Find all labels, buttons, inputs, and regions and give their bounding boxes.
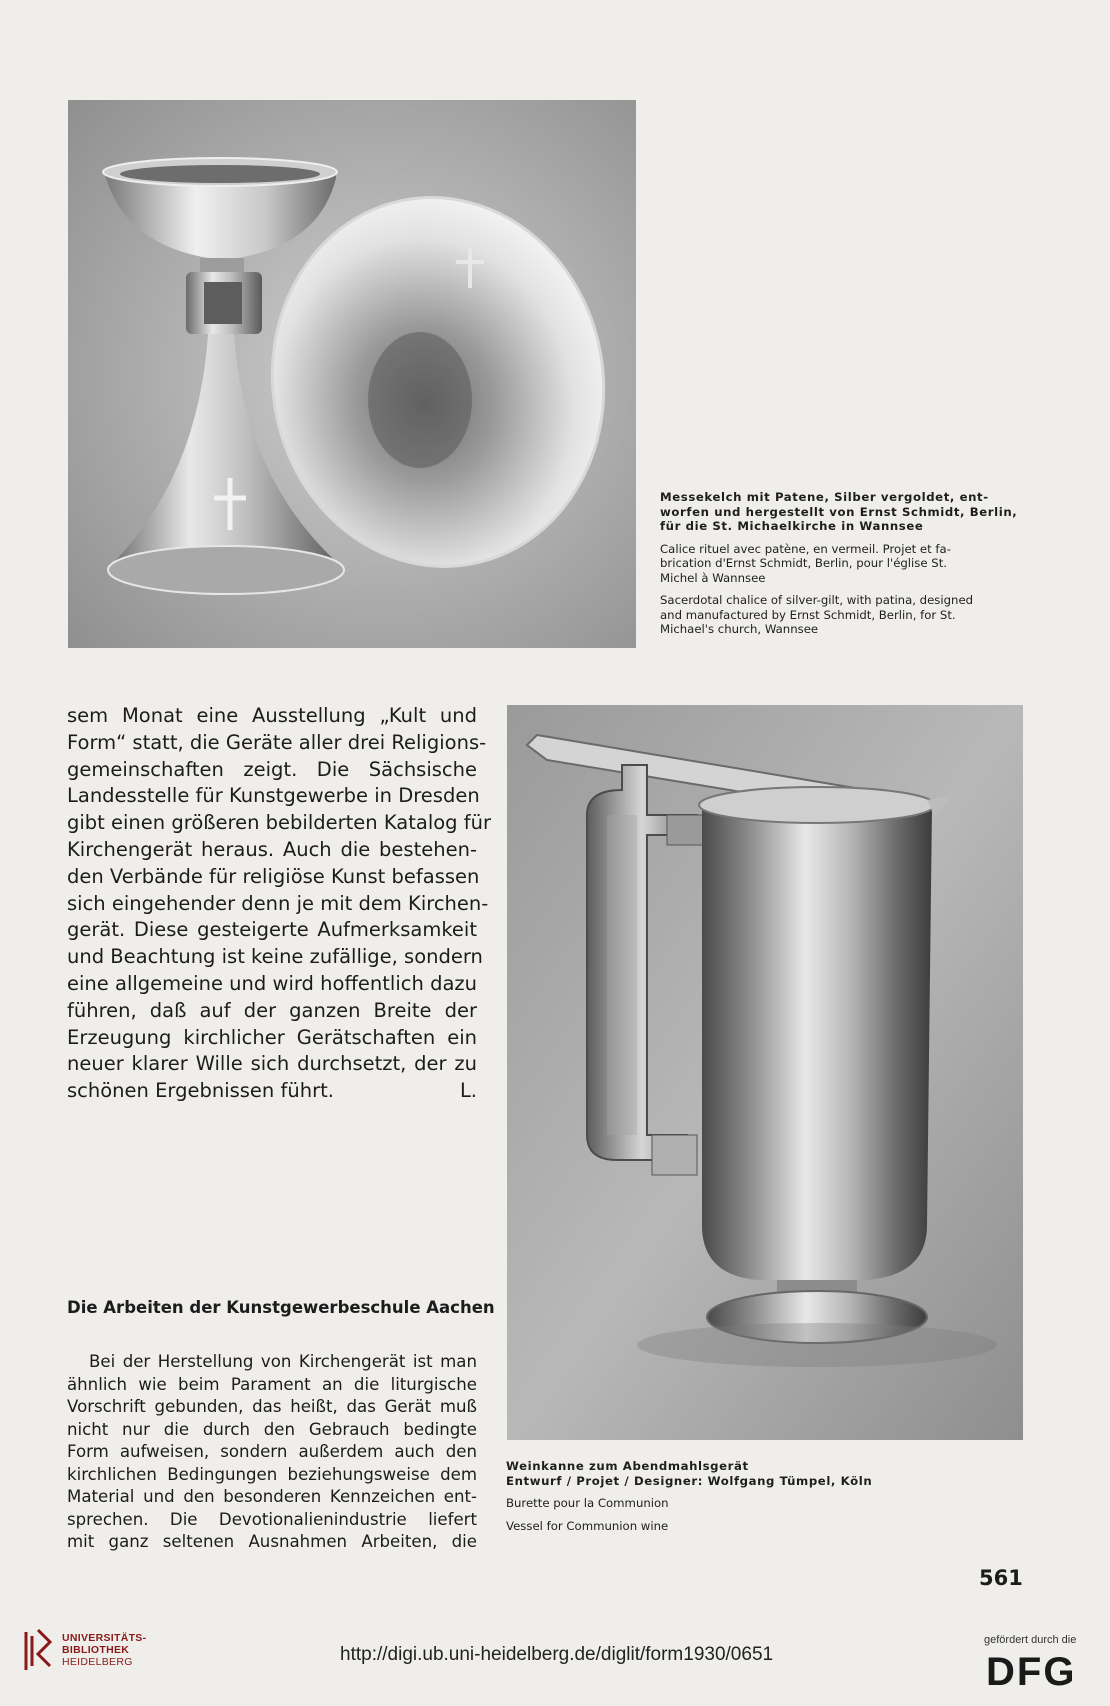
caption-french: Burette pour la Communion [506,1496,669,1510]
university-library-logo-icon [22,1626,56,1674]
source-url-link[interactable]: http://digi.ub.uni-heidelberg.de/diglit/form1930/0651 [340,1644,774,1665]
chalice-caption [660,490,1030,637]
caption-line: Michael's church, Wannsee [660,622,819,636]
text-line: gemeinschaften zeigt. Die Sächsische [67,757,477,781]
text-line: Material und den besonderen Kennzeichen ent- [67,1487,477,1506]
text-line: sich eingehender denn je mit dem Kirchen- [67,891,489,915]
text-line: kirchlichen Bedingungen beziehungsweise dem [67,1464,477,1484]
text-line: Bei der Herstellung von Kirchengerät ist man [89,1352,477,1371]
caption-line: Michel à Wannsee [660,570,766,585]
caption-credit: Entwurf / Projet / Designer: Wolfgang Tümpel, Köln [506,1473,873,1488]
body-paragraph-2 [67,1351,477,1554]
library-line: UNIVERSITÄTS- [62,1632,147,1644]
text-line: den Verbände für religiöse Kunst befassen [67,864,480,888]
caption-line: brication d'Ernst Schmidt, Berlin, pour l'église St. [660,556,948,570]
text-line: Erzeugung kirchlicher Gerätschaften ein [67,1025,477,1049]
caption-line: and manufactured by Ernst Schmidt, Berlin, for St. [660,607,956,622]
caption-line: Messekelch mit Patene, Silber vergoldet, ent- [660,490,989,504]
body-paragraph-1 [67,703,492,1105]
text-line: Form“ statt, die Geräte aller drei Religions- [67,730,487,754]
caption-english: Vessel for Communion wine [506,1518,669,1533]
text-line: neuer klarer Wille sich durchsetzt, der zu [67,1052,477,1076]
caption-title: Weinkanne zum Abendmahlsgerät [506,1459,749,1473]
dfg-logo: DFG [986,1650,1077,1694]
text-line: mit ganz seltenen Ausnahmen Arbeiten, die [67,1532,477,1551]
text-line: Landesstelle für Kunstgewerbe in Dresden [67,784,480,808]
caption-english [660,593,1030,637]
wine-jug-photo [507,705,1023,1440]
jug-caption [506,1459,926,1533]
library-name [62,1632,146,1668]
text-line: Vorschrift gebunden, das heißt, das Gerät muß [67,1397,477,1416]
caption-line: Sacerdotal chalice of silver-gilt, with patina, designed [660,593,974,607]
text-line: schönen Ergebnissen führt. [67,1079,334,1103]
text-line: führen, daß auf der ganzen Breite der [67,998,477,1022]
text-line: sprechen. Die Devotionalienindustrie liefert [67,1509,477,1529]
caption-german [660,490,1030,534]
text-line-last [67,1078,477,1105]
page-number: 561 [979,1566,1023,1590]
caption-line: worfen und hergestellt von Ernst Schmidt, Berlin, [660,504,1018,519]
library-line: BIBLIOTHEK [62,1644,130,1656]
text-line: sem Monat eine Ausstellung „Kult und [67,704,477,727]
author-signature: L. [459,1079,477,1103]
text-line: Kirchengerät heraus. Auch die bestehen- [67,837,477,861]
caption-line: Calice rituel avec patène, en vermeil. Projet et fa- [660,541,951,556]
text-line: nicht nur die durch den Gebrauch bedingte [67,1419,477,1439]
footer [0,1604,1110,1706]
text-line: Form aufweisen, sondern außerdem auch den [67,1442,477,1461]
funder-label: gefördert durch die [984,1634,1077,1646]
text-line: gerät. Diese gesteigerte Aufmerksamkeit [67,918,477,942]
text-line: gibt einen größeren bebilderten Katalog für [67,811,492,835]
text-line: und Beachtung ist keine zufällige, sondern [67,945,483,969]
library-line: HEIDELBERG [62,1656,133,1668]
chalice-photo [68,100,636,648]
caption-line: für die St. Michaelkirche in Wannsee [660,519,924,533]
text-line: eine allgemeine und wird hoffentlich dazu [67,971,477,995]
caption-french [660,542,1030,586]
section-heading: Die Arbeiten der Kunstgewerbeschule Aachen [67,1298,495,1317]
text-line: ähnlich wie beim Parament an die liturgische [67,1374,477,1394]
